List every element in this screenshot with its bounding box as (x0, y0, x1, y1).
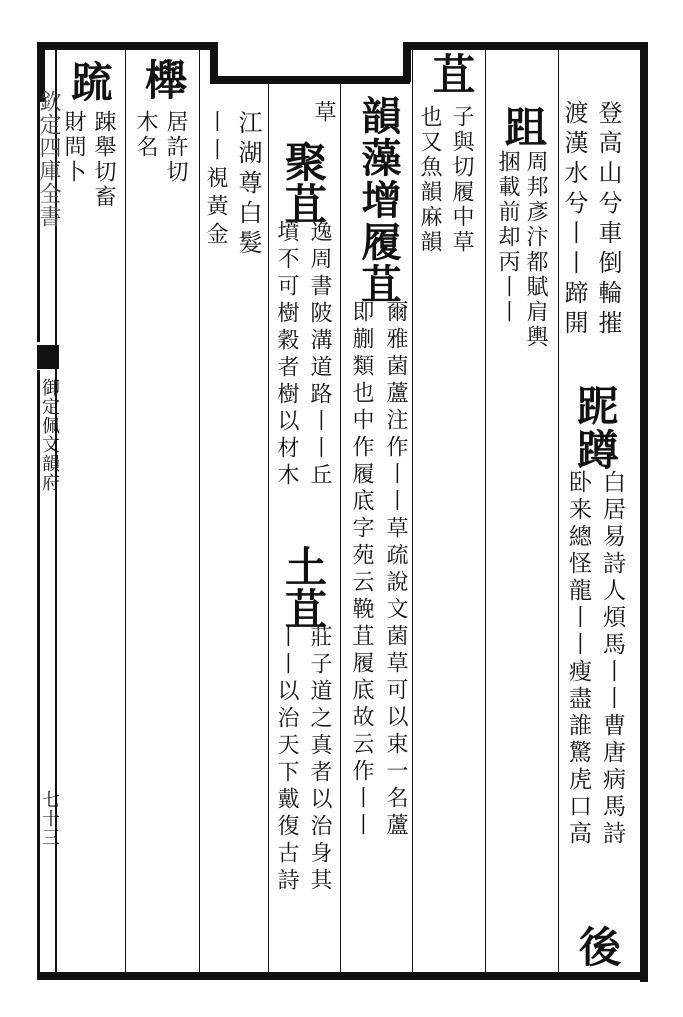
column-divider (199, 50, 200, 975)
column-divider (558, 50, 559, 975)
top-border-mid (210, 76, 410, 84)
head-word: 跙 (499, 105, 548, 147)
text-column: 白居易詩人煩馬丨丨曹唐病馬詩 (599, 470, 625, 848)
head-word: 苴 (427, 52, 476, 94)
text-column: 踈舉切畜 (91, 110, 116, 210)
head-word: 後 (573, 925, 622, 967)
text-column: 江湖尊白髮 (234, 110, 262, 260)
text-column: 捆載前却丙丨丨 (495, 150, 520, 325)
text-column: 周邦彥汴都賦肩輿 (523, 150, 548, 350)
text-column: 也又魚韻麻韻 (417, 105, 442, 255)
text-column: 子與切履中草 (449, 105, 474, 255)
text-column: 登高山兮車倒輪摧 (594, 100, 622, 340)
column-divider (125, 50, 126, 975)
bottom-border (37, 972, 648, 980)
section-title: 御定佩文韻府 (39, 378, 60, 492)
text-column: 爾雅菌蘆注作丨丨草疏說文菌草可以束一名蘆 (383, 300, 408, 840)
head-word: 跜 (571, 384, 620, 426)
page-number: 七十三 (39, 790, 60, 847)
text-column: 居許切 (163, 110, 188, 185)
head-word: 韻藻增履苴 (355, 95, 402, 305)
text-column: 草 (311, 100, 336, 125)
head-word: 䟽 (65, 60, 114, 102)
text-column: 卧来總怪龍丨丨瘦盡誰驚虎口高 (565, 470, 591, 848)
top-border-right (403, 42, 648, 50)
column-divider (485, 50, 486, 975)
head-word: 蹲 (571, 428, 620, 470)
right-border (640, 42, 648, 982)
text-column: 木名 (133, 110, 158, 160)
text-column: 丨丨視黃金 (203, 110, 228, 250)
column-divider (268, 84, 269, 975)
column-divider (412, 50, 413, 975)
top-border-left (37, 42, 217, 50)
text-column: 丨丨以治天下戴復古詩 (274, 625, 299, 895)
text-column: 莊子道之真者以治身其 (307, 625, 332, 895)
text-column: 財問卜 (61, 110, 86, 185)
text-column: 即蒯類也中作履底字苑云鞔苴履底故云作丨丨 (349, 300, 374, 840)
head-word: 聚苴 (279, 140, 328, 224)
book-title: 欽定四庫全書 (36, 90, 61, 228)
head-word: 櫸 (139, 58, 188, 100)
text-column: 逸周書陂溝道路丨丨丘 (307, 220, 332, 490)
text-column: 墳不可樹穀者樹以材木 (274, 220, 299, 490)
head-word: 土苴 (279, 545, 328, 629)
text-column: 渡漢水兮丨丨蹄開 (560, 100, 588, 340)
column-divider (340, 84, 341, 975)
